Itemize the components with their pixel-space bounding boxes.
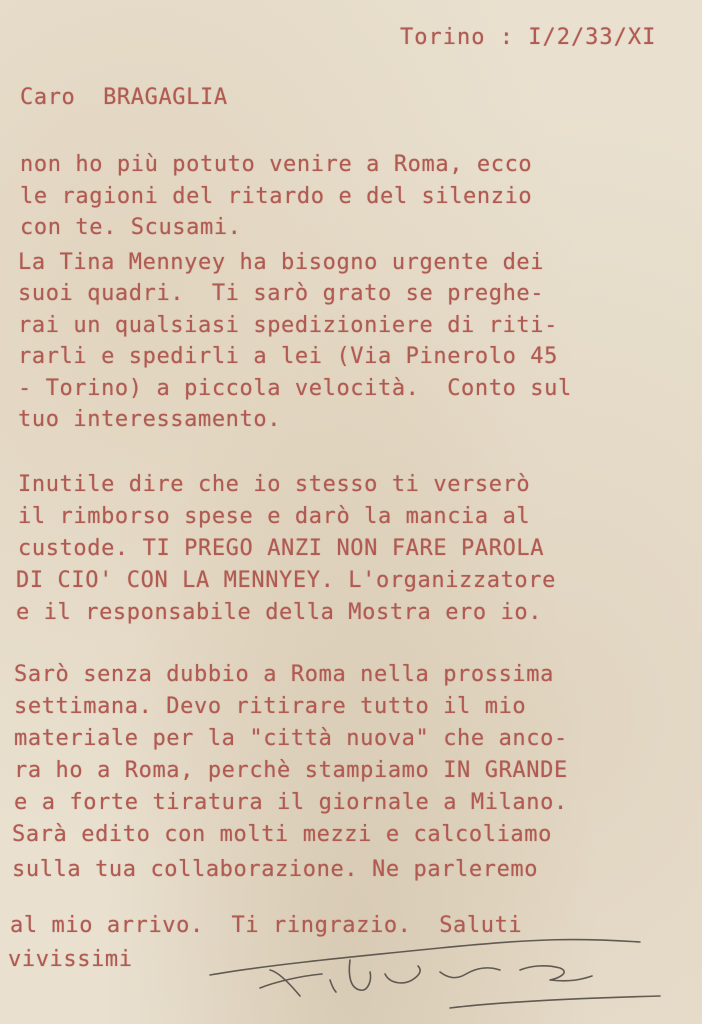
body-line: le ragioni del ritardo e del silenzio — [20, 184, 533, 209]
body-line: vivissimi — [8, 947, 133, 972]
body-line: suoi quadri. Ti sarò grato se preghe- — [18, 281, 545, 306]
body-line: custode. TI PREGO ANZI NON FARE PAROLA — [18, 536, 545, 561]
body-line: rarli e spedirli a lei (Via Pinerolo 45 — [18, 344, 558, 369]
body-line: al mio arrivo. Ti ringrazio. Saluti — [10, 913, 523, 938]
body-line: sulla tua collaborazione. Ne parleremo — [12, 857, 539, 882]
handwritten-signature — [200, 930, 670, 1020]
body-line: Sarà edito con molti mezzi e calcoliamo — [12, 822, 552, 847]
body-line: DI CIO' CON LA MENNYEY. L'organizzatore — [16, 568, 556, 593]
body-line: La Tina Mennyey ha bisogno urgente dei — [18, 250, 545, 275]
body-line: materiale per la "città nuova" che anco- — [14, 726, 568, 751]
body-line: e il responsabile della Mostra ero io. — [16, 600, 543, 625]
body-line: e a forte tiratura il giornale a Milano. — [14, 790, 568, 815]
letter-date: Torino : I/2/33/XI — [400, 25, 657, 50]
salutation: Caro BRAGAGLIA — [20, 85, 228, 110]
body-line: - Torino) a piccola velocità. Conto sul — [18, 376, 572, 401]
body-line: Sarò senza dubbio a Roma nella prossima — [14, 662, 554, 687]
body-line: tuo interessamento. — [18, 407, 282, 432]
body-line: con te. Scusami. — [20, 215, 242, 240]
body-line: Inutile dire che io stesso ti verserò — [18, 472, 531, 497]
body-line: ra ho a Roma, perchè stampiamo IN GRANDE — [14, 758, 568, 783]
body-line: settimana. Devo ritirare tutto il mio — [14, 694, 527, 719]
body-line: il rimborso spese e darò la mancia al — [18, 504, 531, 529]
body-line: non ho più potuto venire a Roma, ecco — [20, 152, 533, 177]
body-line: rai un qualsiasi spedizioniere di riti- — [18, 313, 558, 338]
